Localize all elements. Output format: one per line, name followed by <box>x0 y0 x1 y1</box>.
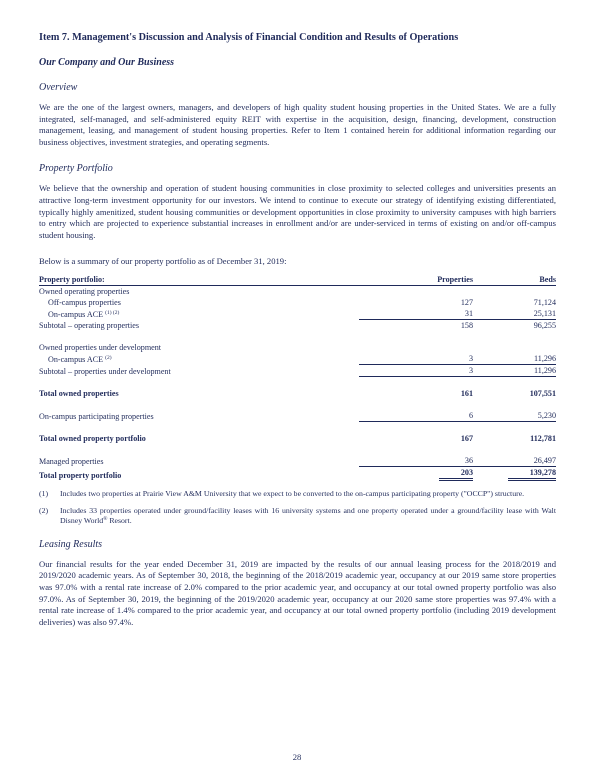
table-row <box>39 297 556 308</box>
row-label: Subtotal – operating properties <box>39 321 140 331</box>
portfolio-text: We believe that the ownership and operation of student housing communities in close proximity to selected colleges and universities presents an attractive long-term investment opportunity for our investors. We intend to continue to execute our strategy of identifying existing differentiated, typically highly amenitized, student housing communities or development opportunities in close proximity to university campuses with high barriers to entry which are projected to experience substantial increases in enrollment and/or are under-serviced in terms of existing on and/or off-campus student housing. <box>39 183 556 240</box>
overview-text: We are the one of the largest owners, managers, and developers of high quality student housing properties in the United States. We are a fully integrated, self-managed, and self-administered equity REIT with expertise in the acquisition, design, financing, development, construction management, leasing, and management of student housing properties. Refer to Item 1 contained herein for additional information regarding our business objectives, investment strategies, and operating segments. <box>39 102 556 147</box>
table-row <box>39 286 556 298</box>
table-row <box>39 308 556 320</box>
table-header-row <box>39 274 556 286</box>
section-label: Owned operating properties <box>39 287 130 297</box>
page-number: 28 <box>292 752 302 762</box>
portfolio-table <box>39 274 556 481</box>
page-content <box>39 32 556 643</box>
portfolio-heading: Property Portfolio <box>39 163 113 175</box>
row-properties: 203 <box>359 467 473 482</box>
row-properties: 3 <box>359 365 473 377</box>
overview-heading: Overview <box>39 82 78 93</box>
footnote <box>39 506 556 527</box>
table-row <box>39 320 556 332</box>
row-label: Total property portfolio <box>39 471 122 481</box>
leasing-heading: Leasing Results <box>39 538 103 550</box>
row-label: Off-campus properties <box>48 298 121 308</box>
row-label: Total owned property portfolio <box>39 434 146 444</box>
footnote-text: Includes two properties at Prairie View A&M University that we expect to be converted to the on-campus participating property ("OCCP") structure. <box>60 489 525 499</box>
row-beds: 26,497 <box>473 455 556 467</box>
row-beds: 107,551 <box>529 389 556 399</box>
row-label: On-campus ACE $^{(2)}$ <box>48 354 112 364</box>
header-properties: Properties <box>359 274 473 286</box>
row-properties: 161 <box>460 389 473 399</box>
row-label: On-campus ACE $^{(1) (2)}$ <box>48 309 120 319</box>
row-label: On-campus participating properties <box>39 411 154 421</box>
table-row <box>39 467 556 482</box>
row-beds: 11,296 <box>473 365 556 377</box>
item-title: Item 7. Management's Discussion and Analysis of Financial Condition and Results of Operations <box>39 32 459 43</box>
table-row <box>39 433 556 444</box>
table-row <box>39 342 556 353</box>
table-row <box>39 365 556 377</box>
row-beds: 71,124 <box>533 298 556 308</box>
row-beds: 5,230 <box>473 410 556 422</box>
row-label: Managed properties <box>39 456 104 466</box>
row-properties: 6 <box>359 410 473 422</box>
leasing-text: Our financial results for the year ended December 31, 2019 are impacted by the results of our annual leasing process for the 2018/2019 and 2019/2020 academic years. As of September 30, 2018, the beginning of the 2018/2019 academic year, occupancy at our 2019 same store properties was 97.0% with a rental rate increase of 2.0% compared to the prior academic year, and occupancy at our total owned property portfolio was also 97.0%. As of September 30, 2019, the beginning of the 2019/2020 academic year, occupancy at our 2020 same store properties was 97.4% with a rental rate increase of 1.4% compared to the prior academic year, and occupancy at our total owned property portfolio (including 2019 development deliveries) was also 97.4%. <box>39 558 556 627</box>
row-properties: 36 <box>359 455 473 467</box>
row-properties: 3 <box>359 353 473 365</box>
footnote-text: Includes 33 properties operated under ground/facility leases with 16 university systems and one property operated under a ground/facility lease with Walt Disney World® Resort. <box>60 505 556 526</box>
row-properties: 31 <box>359 308 473 320</box>
row-beds: 25,131 <box>473 308 556 320</box>
row-properties: 127 <box>460 298 473 308</box>
footnote-marker: (2) <box>39 505 49 515</box>
footnote-marker: (1) <box>39 489 49 499</box>
row-beds: 11,296 <box>473 353 556 365</box>
row-properties: 158 <box>460 321 473 331</box>
row-beds: 139,278 <box>473 467 556 482</box>
company-heading: Our Company and Our Business <box>39 57 175 68</box>
table-row <box>39 388 556 399</box>
row-beds: 112,781 <box>530 434 556 444</box>
table-row <box>39 455 556 467</box>
section-label: Owned properties under development <box>39 343 162 353</box>
row-beds: 96,255 <box>533 321 556 331</box>
header-beds: Beds <box>473 274 556 286</box>
table-row <box>39 410 556 422</box>
table-row <box>39 353 556 365</box>
row-label: Subtotal – properties under development <box>39 366 171 376</box>
row-properties: 167 <box>460 434 473 444</box>
portfolio-intro: Below is a summary of our property portfolio as of December 31, 2019: <box>39 256 287 267</box>
header-label: Property portfolio: <box>39 274 359 286</box>
row-label: Total owned properties <box>39 389 119 399</box>
footnote <box>39 489 556 500</box>
